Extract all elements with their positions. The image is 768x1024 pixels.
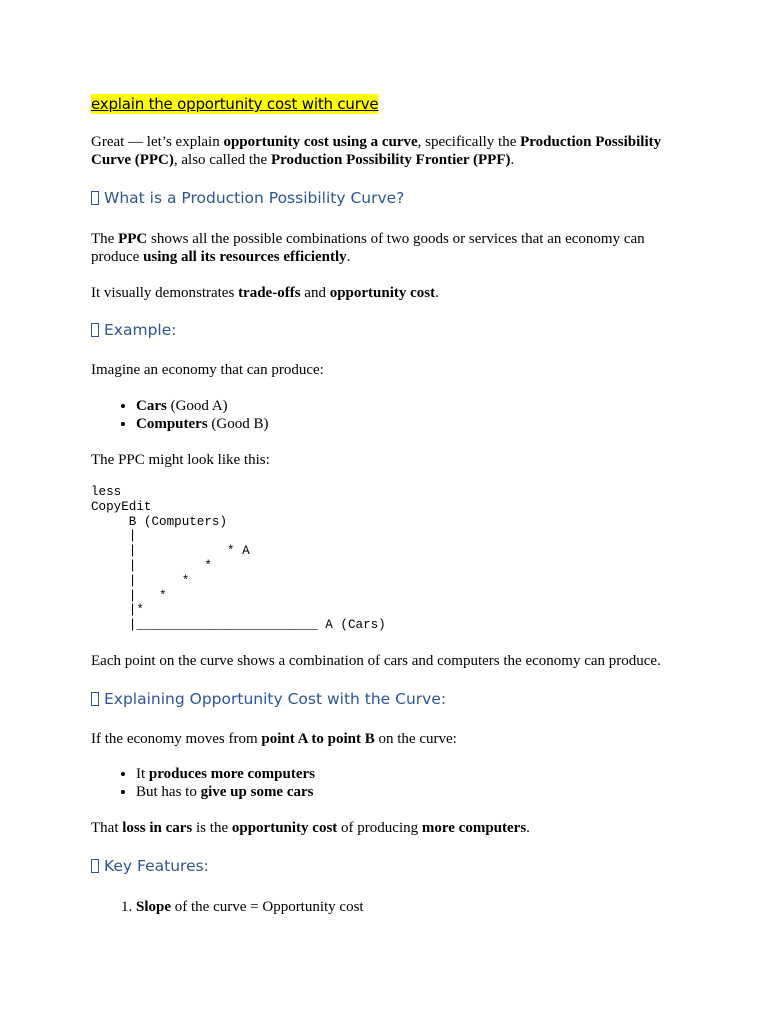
intro-text-3: , also called the xyxy=(173,152,271,168)
s1p1-bold-1: PPC xyxy=(118,231,148,247)
s3-close-bold-1: loss in cars xyxy=(122,820,193,836)
section1-paragraph-2 xyxy=(91,284,681,302)
list-item-bold: Computers xyxy=(136,416,208,432)
section2-heading-text: Example: xyxy=(104,321,177,339)
intro-bold-1: opportunity cost using a curve xyxy=(223,134,418,150)
section1-heading xyxy=(91,188,404,208)
list-item-text: of the curve = Opportunity cost xyxy=(171,899,364,915)
emoji-box-icon xyxy=(91,191,99,205)
ppc-ascii-diagram: less CopyEdit B (Computers) | | * A | * | * | * |* |________________________ A (Cars) xyxy=(91,485,386,633)
section2-heading xyxy=(91,320,176,340)
list-item-text: (Good B) xyxy=(207,416,269,432)
list-item-text: It xyxy=(136,766,149,782)
key-features-list xyxy=(91,898,364,916)
intro-bold-3: Production Possibility Frontier (PPF) xyxy=(270,152,511,168)
section3-heading xyxy=(91,689,446,709)
s1p2-bold-1: trade-offs xyxy=(238,285,301,301)
s1p1-text-3: . xyxy=(346,249,351,265)
s3-lead-text-2: on the curve: xyxy=(374,731,457,747)
s1p2-bold-2: opportunity cost xyxy=(329,285,436,301)
list-item-bold: produces more computers xyxy=(148,766,316,782)
s3-close-bold-2: opportunity cost xyxy=(231,820,338,836)
s3-close-text-2: is the xyxy=(192,820,232,836)
emoji-box-icon xyxy=(91,859,99,873)
s3-lead-text-1: If the economy moves from xyxy=(91,731,262,747)
list-item xyxy=(136,783,315,801)
list-item-text: But has to xyxy=(136,784,201,800)
s3-close-text-4: . xyxy=(526,820,530,836)
intro-paragraph xyxy=(91,133,681,169)
s1p1-text-1: The xyxy=(91,231,119,247)
intro-text-1: Great — let’s explain xyxy=(91,134,224,150)
emoji-box-icon xyxy=(91,323,99,337)
list-item xyxy=(136,397,269,415)
list-item xyxy=(136,898,364,916)
s1p1-bold-2: using all its resources efficiently xyxy=(143,249,347,265)
list-item-bold: give up some cars xyxy=(200,784,314,800)
movement-list xyxy=(91,765,315,801)
section2-after: The PPC might look like this: xyxy=(91,452,270,468)
s3-lead-bold-1: point A to point B xyxy=(261,731,375,747)
section3-lead xyxy=(91,730,681,748)
s3-close-text-3: of producing xyxy=(337,820,422,836)
section4-heading-text: Key Features: xyxy=(104,857,209,875)
section2-closing: Each point on the curve shows a combination of cars and computers the economy can produce. xyxy=(91,653,661,669)
section3-heading-text: Explaining Opportunity Cost with the Curve: xyxy=(104,690,447,708)
section1-paragraph-1 xyxy=(91,230,681,266)
intro-bold-2: Production Possibility Curve (PPC) xyxy=(91,134,662,168)
section4-heading xyxy=(91,856,209,876)
list-item xyxy=(136,765,315,783)
section2-lead: Imagine an economy that can produce: xyxy=(91,362,324,378)
emoji-box-icon xyxy=(91,692,99,706)
section3-closing xyxy=(91,819,681,837)
document-title: explain the opportunity cost with curve xyxy=(91,95,379,113)
list-item-text: (Good A) xyxy=(166,398,228,414)
list-item-bold: Cars xyxy=(136,398,167,414)
section1-heading-text: What is a Production Possibility Curve? xyxy=(104,189,405,207)
s1p2-text-1: It visually demonstrates xyxy=(91,285,239,301)
s3-close-text-1: That xyxy=(91,820,123,836)
intro-text-2: , specifically the xyxy=(417,134,521,150)
s1p2-text-2: and xyxy=(300,285,330,301)
list-item xyxy=(136,415,269,433)
s3-close-bold-3: more computers xyxy=(421,820,527,836)
list-item-bold: Slope xyxy=(136,899,172,915)
s1p1-text-2: shows all the possible combinations of two goods or services that an economy can produce xyxy=(91,231,645,265)
s1p2-text-3: . xyxy=(435,285,439,301)
goods-list xyxy=(91,397,269,433)
intro-text-4: . xyxy=(510,152,515,168)
